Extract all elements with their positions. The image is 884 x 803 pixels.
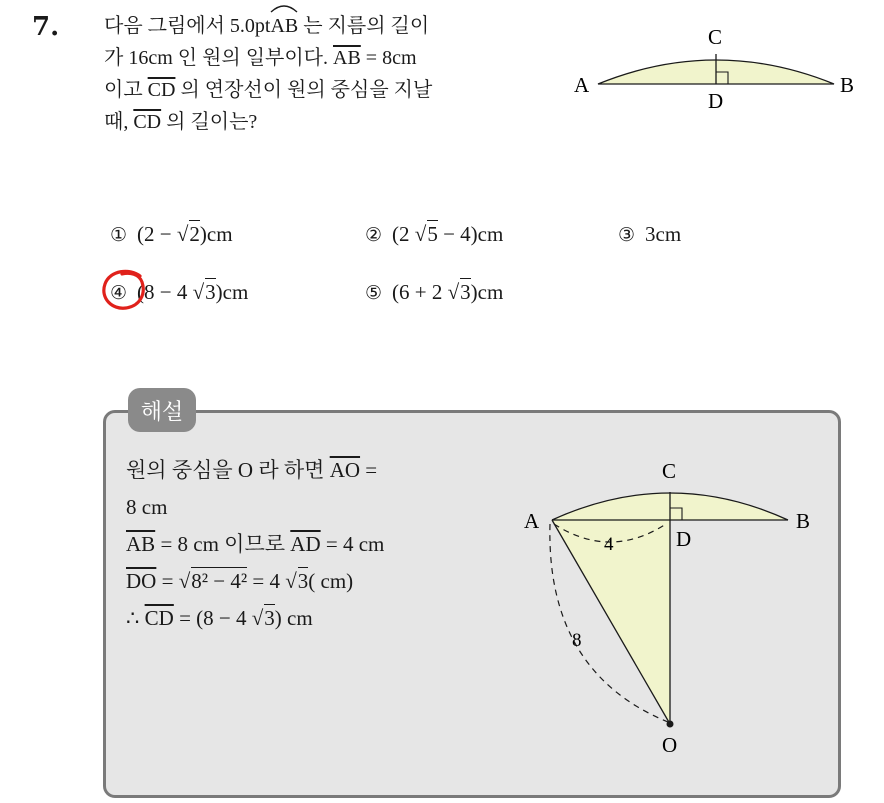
choice-5[interactable]: ⑤ (6 + 2 √3)cm [365, 280, 504, 304]
point-label-a-2: A [524, 509, 540, 533]
length-label-ad: 4 [604, 534, 614, 555]
arc-ab-notation: AB [270, 10, 298, 42]
stem-line-2: 가 16cm 인 원의 일부이다. $\overline{AB} = 8cm$ [104, 47, 417, 69]
stem-line-1: 다음 그림에서 5.0pt AB 는 지름의 길이 [104, 10, 554, 42]
solution-line-2: 8 cm [126, 495, 168, 519]
point-label-c-2: C [662, 459, 677, 483]
point-label-c: C [708, 25, 723, 49]
point-label-b: B [840, 73, 855, 97]
question-number: 7. [32, 12, 60, 42]
solution-tab: 해설 [128, 388, 196, 432]
solution-line-5: ∴ $\overline{CD} = (8 - 4$ √3) cm [126, 606, 313, 630]
stem-line-3: 이고 $\overline{CD}$ 의 연장선이 원의 중심을 지날 [104, 79, 433, 101]
solution-line-4: $\overline{DO} = √8^2 - 4^2 = 4$ √3( cm) [126, 569, 354, 593]
choice-2[interactable]: ② (2 √5 − 4)cm [365, 222, 504, 246]
solution-line-3: $\overline{AB} = 8$ cm 이므로 $\overline{AD} = 4$ cm [126, 532, 385, 556]
point-label-o: O [662, 733, 678, 757]
arc-icon [269, 3, 299, 13]
solution-text [126, 452, 506, 637]
solution-figure [520, 452, 820, 762]
answer-circle-mark [100, 266, 152, 314]
center-point-o [667, 721, 674, 728]
choice-1[interactable]: ① (2 − √2)cm [110, 222, 233, 246]
stem-line-4: 때, $\overline{CD}$ 의 길이는? [104, 111, 258, 133]
point-label-b-2: B [796, 509, 811, 533]
choice-4[interactable]: ④ (8 − 4 √3)cm [110, 280, 249, 304]
choice-3[interactable]: ③ 3cm [618, 222, 682, 246]
question-stem [104, 10, 554, 138]
point-label-a: A [574, 73, 590, 97]
length-label-ao: 8 [572, 630, 582, 651]
point-label-d-2: D [676, 527, 692, 551]
segment-figure [568, 20, 868, 110]
point-label-d: D [708, 89, 724, 110]
solution-line-1: 원의 중심을 O 라 하면 $\overline{AO}$ = [126, 458, 378, 482]
